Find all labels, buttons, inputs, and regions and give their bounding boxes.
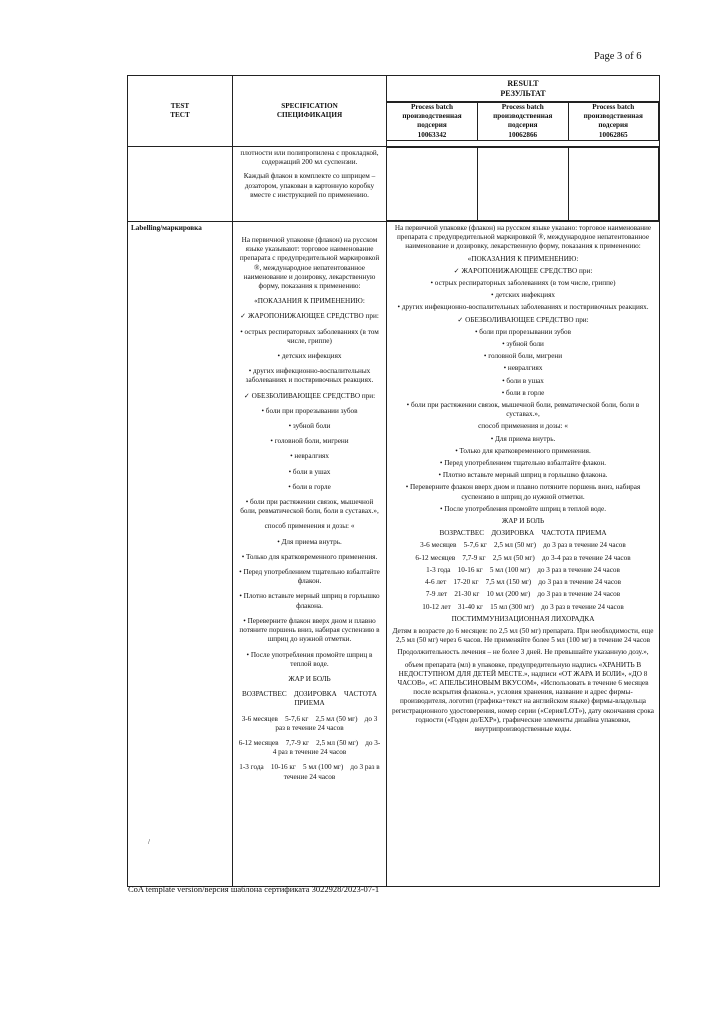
result-line: • других инфекционно-воспалительных заболеваниях и поствривочных реакциях. [397, 303, 649, 312]
result-header [387, 76, 660, 147]
test-header [128, 76, 233, 147]
result-line: «ПОКАЗАНИЯ К ПРИМЕНЕНИЮ: [467, 254, 579, 263]
result-line: объем препарата (мл) в упаковке, предупредительную надпись «ХРАНИТЬ В НЕДОСТУПНОМ ДЛЯ ДЕТЕЙ МЕСТЕ.», надписи «ОТ ЖАРА И БОЛИ», «ДО 8 ЧАСОВ», «С АПЕЛЬСИНОВЫМ ВКУСОМ», «Использовать в течение 6 месяцев после вскрытия флакона.», условия хранения, название и адрес фирмы-производителя, логотип (графика+текст на английском языке) фирмы-владельца регистрационного удостоверения, номер серии («Серия/LOT»), дату окончания срока годности («Годен до/EXP»), графические элементы дизайна упаковки, внутрипроизводственные коды. [392, 660, 656, 733]
labelling-row [128, 222, 660, 887]
spec-line: • Переверните флакон вверх дном и плавно потяните поршень вниз, набирая суспензию в шприц до нужной отметки. [239, 616, 382, 644]
spec-line: способ применения и дозы: « [264, 522, 355, 531]
result-line: 4-6 лет 17-20 кг 7,5 мл (150 мг) до 3 раз в течение 24 часов [424, 578, 622, 587]
spec-line: • Только для кратковременного применения. [241, 552, 378, 561]
spec-line: • Для приема внутрь. [277, 537, 342, 546]
result-line: • Перед употреблением тщательно взбалтайте флакон. [439, 459, 607, 468]
spec-line: • острых респираторных заболеваниях (в том числе, гриппе) [240, 327, 381, 345]
batch-2: Process batch производственная подсерия 10062866 [478, 103, 569, 141]
spec-line: • После употребления промойте шприц в теплой воде. [246, 650, 375, 668]
spec-line: • боли при растяжении связок, мышечной боли, ревматической боли, боли в суставах.», [240, 498, 379, 516]
spec-line: • невралгиях [290, 452, 329, 461]
batch-3: Process batch производственная подсерия 10062865 [568, 103, 659, 141]
result-line: • головной боли, мигрени [483, 352, 563, 361]
packaging-result-cell [387, 147, 660, 222]
packaging-test-cell [128, 147, 233, 222]
result-line: • Плотно вставьте мерный шприц в горлышко флакона. [438, 471, 608, 480]
spec-line: ВОЗРАСТВЕС ДОЗИРОВКА ЧАСТОТА ПРИЕМА [242, 690, 379, 708]
footer-template-version: CoA template version/версия шаблона сертификата 3022928/2023-07-1 [128, 884, 380, 894]
spec-line: 6-12 месяцев 7,7-9 кг 2,5 мл (50 мг) до 3-4 раз в течение 24 часов [238, 738, 381, 757]
result-line: Детям в возрасте до 6 месяцев: по 2,5 мл (50 мг) препарата. При необходимости, еще 2,5 мл (50 мг) через 6 часов. Не применяйте более 5 мл (100 мг) в течение 24 часов [392, 626, 656, 645]
result-line: 7-9 лет 21-30 кг 10 мл (200 мг) до 3 раз в течение 24 часов [425, 590, 621, 599]
result-line: • детских инфекциях [491, 291, 555, 300]
packaging-result-split [387, 147, 659, 221]
page-number: Page 3 of 6 [594, 51, 642, 62]
result-line: 10-12 лет 31-40 кг 15 мл (300 мг) до 3 раз в течение 24 часов [422, 602, 624, 611]
packaging-row [128, 147, 660, 222]
result-line: ВОЗРАСТВЕС ДОЗИРОВКА ЧАСТОТА ПРИЕМА [439, 529, 607, 538]
labelling-spec-cell [233, 222, 387, 887]
spec-header-text: SPECIFICATION СПЕЦИФИКАЦИЯ [276, 101, 343, 119]
result-line: • острых респираторных заболеваниях (в том числе, гриппе) [430, 279, 616, 288]
spec-line: На первичной упаковке (флакон) на русском языке указывают: торговое наименование препарата с предупредительной маркировкой ®, международное непатентованное наименование и дозировку, лекарственную форму, показания к применению: [239, 236, 381, 291]
result-line: Продолжительность лечения – не более 3 дней. Не превышайте указанную дозу.», [397, 648, 649, 657]
packaging-spec-cell [233, 147, 387, 222]
result-line: • невралгиях [503, 364, 543, 373]
spec-line: 1-3 года 10-16 кг 5 мл (100 мг) до 3 раз в течение 24 часов [239, 763, 382, 781]
spec-line: • зубной боли [288, 422, 331, 431]
header-row [128, 76, 660, 147]
spec-line: ЖАР И БОЛЬ [288, 674, 331, 683]
result-line: • боли в горле [501, 388, 545, 397]
spec-line: • боли в ушах [288, 467, 331, 476]
spec-line: 3-6 месяцев 5-7,6 кг 2,5 мл (50 мг) до 3 раз в течение 24 часов [241, 714, 380, 732]
result-line: • боли при прорезывании зубов [474, 327, 571, 336]
result-line: • боли в ушах [502, 376, 544, 385]
spec-line: ✓ ОБЕЗБОЛИВАЮЩЕЕ СРЕДСТВО при: [243, 391, 376, 400]
result-line: ✓ ОБЕЗБОЛИВАЮЩЕЕ СРЕДСТВО при: [457, 315, 589, 324]
result-line: • После употребления промойте шприц в теплой воде. [439, 504, 607, 513]
spec-line: • других инфекционно-воспалительных заболеваниях и поствривочных реакциях. [245, 367, 374, 385]
result-line: 3-6 месяцев 5-7,6 кг 2,5 мл (50 мг) до 3 раз в течение 24 часов [420, 541, 626, 550]
spec-line: • Плотно вставьте мерный шприц в горлышко флакона. [239, 592, 382, 610]
result-line: • Для приема внутрь. [490, 434, 556, 443]
labelling-result-cell [387, 222, 660, 887]
result-line: • Только для кратковременного применения. [455, 446, 591, 455]
result-line: На первичной упаковке (флакон) на русском языке указано: торговое наименование препарата с предупредительной маркировкой ®, международное непатентованное наименование и дозировку, лекарственную форму, показания к применению: [394, 224, 653, 251]
packaging-spec-text: плотности или полипропилена с прокладкой, содержащий 200 мл суспензии. [240, 149, 379, 167]
labelling-test-label: Labelling/маркировка [128, 222, 233, 887]
result-line: 6-12 месяцев 7,7-9 кг 2,5 мл (50 мг) до 3-4 раз в течение 24 часов [415, 553, 631, 562]
result-header-text: RESULT РЕЗУЛЬТАТ [387, 76, 659, 102]
spec-line: • Перед употреблением тщательно взбалтайте флакон. [239, 568, 382, 586]
spec-line: «ПОКАЗАНИЯ К ПРИМЕНЕНИЮ: [254, 297, 365, 306]
result-line: ПОСТИММУНИЗАЦИОННАЯ ЛИХОРАДКА [451, 614, 595, 623]
pen-mark: / [148, 838, 150, 846]
spec-line: • боли в горле [288, 482, 331, 491]
spec-line: ✓ ЖАРОПОНИЖАЮЩЕЕ СРЕДСТВО при: [240, 312, 379, 321]
packaging-spec-text-2: Каждый флакон в комплекте со шприцем – дозатором, упакован в картонную коробку вместе с инструкцией по применению. [243, 172, 376, 199]
labelling-result-lines [391, 224, 655, 734]
result-line: ✓ ЖАРОПОНИЖАЮЩЕЕ СРЕДСТВО при: [453, 266, 593, 275]
spec-line: • боли при прорезывании зубов [261, 406, 358, 415]
result-line: • зубной боли [502, 340, 544, 349]
result-line: 1-3 года 10-16 кг 5 мл (100 мг) до 3 раз в течение 24 часов [426, 565, 620, 574]
labelling-spec-lines [237, 236, 382, 782]
batch-header-table [387, 102, 659, 141]
result-line: способ применения и дозы: « [478, 422, 568, 431]
spec-line: • головной боли, мигрени [270, 437, 349, 446]
test-header-text: TEST ТЕСТ [170, 101, 190, 119]
spec-line: • детских инфекциях [277, 352, 342, 361]
batch-1: Process batch производственная подсерия 10063342 [387, 103, 478, 141]
spec-header [233, 76, 387, 147]
result-line: • Переверните флакон вверх дном и плавно потяните поршень вниз, набирая суспензию в шприц до нужной отметки. [405, 483, 643, 501]
result-line: ЖАР И БОЛЬ [501, 517, 545, 526]
coa-table [127, 75, 660, 887]
result-line: • боли при растяжении связок, мышечной боли, ревматической боли, боли в суставах.», [406, 401, 642, 419]
